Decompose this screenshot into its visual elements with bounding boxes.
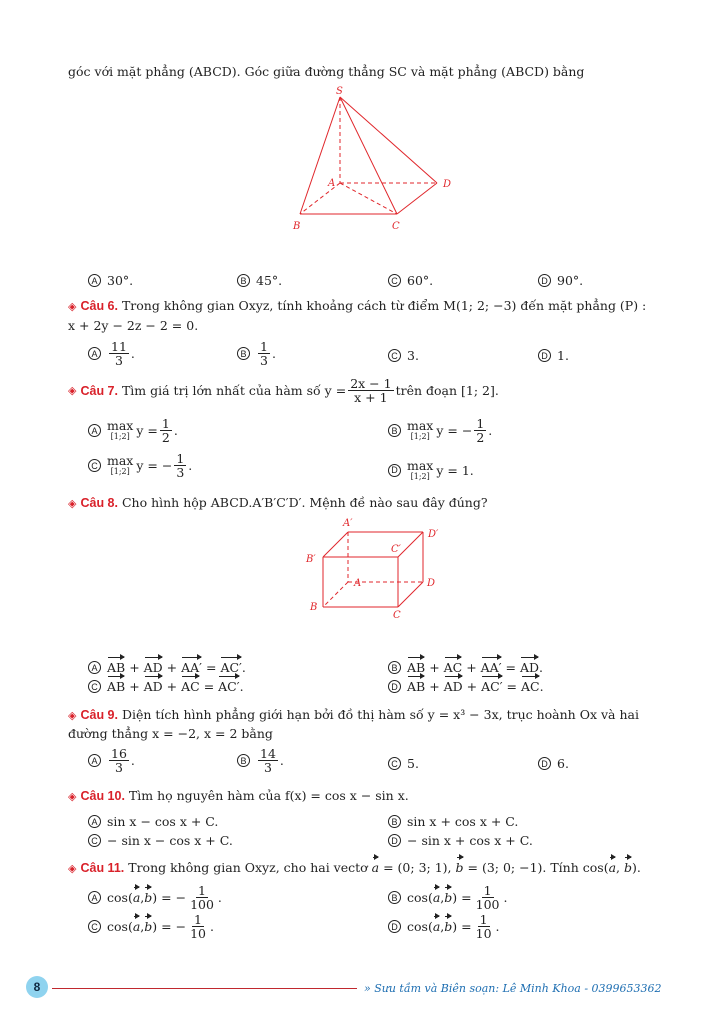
q11-option-d[interactable]: D cos( a , b ) = $\frac{1}{10}$ . — [388, 913, 500, 940]
q6-stem: ◈ Câu 6. Trong không gian Oxyz, tính khoảng cách từ điểm M(1; 2; −3) đến mặt phẳng (P) : — [68, 298, 647, 313]
q10-option-a[interactable]: A sin x − cos x + C. — [88, 814, 218, 829]
diamond-icon: ◈ — [68, 709, 77, 722]
q6-option-c[interactable]: C 3. — [388, 348, 419, 363]
label-S: S — [336, 86, 343, 97]
q7-stem: ◈ Câu 7. Tìm giá trị lớn nhất của hàm số y = $\frac{2x - 1}{x + 1}$ trên đoạn [1; 2]. — [68, 376, 499, 406]
diamond-icon: ◈ — [68, 300, 77, 313]
q11-option-a[interactable]: A cos( a , b ) = − $\frac{1}{100}$ . — [88, 884, 222, 911]
label-C: C — [393, 610, 401, 621]
q8-option-d[interactable]: D AB + AD + AC′ = AC . — [388, 679, 544, 694]
q6-option-a[interactable]: A $\frac{11}{3}$ . — [88, 340, 135, 367]
q9-stem: ◈ Câu 9. Diện tích hình phẳng giới hạn bởi đồ thị hàm số y = x³ − 3x, trục hoành Ox và hai — [68, 707, 639, 722]
q5-option-b[interactable]: B 45°. — [237, 273, 282, 288]
label-A1: A′ — [343, 518, 353, 529]
q6-option-d[interactable]: D 1. — [538, 348, 569, 363]
box-figure — [300, 512, 450, 627]
diamond-icon: ◈ — [68, 790, 77, 803]
footer-credit: » Sưu tầm và Biên soạn: Lê Minh Khoa - 0399653362 — [364, 982, 662, 995]
label-D1: D′ — [428, 529, 439, 540]
q5-option-c[interactable]: C 60°. — [388, 273, 433, 288]
pyramid-figure — [290, 82, 460, 237]
q11-option-b[interactable]: B cos( a , b ) = $\frac{1}{100}$ . — [388, 884, 507, 911]
label-B1: B′ — [306, 554, 316, 565]
label-D: D — [443, 179, 452, 190]
q9-option-c[interactable]: C 5. — [388, 756, 419, 771]
q7-option-c[interactable]: C max [1;2] y = − $\frac{1}{3}$ . — [88, 452, 192, 479]
q5-option-d[interactable]: D 90°. — [538, 273, 583, 288]
q9-stem-2: đường thẳng x = −2, x = 2 bằng — [68, 726, 273, 741]
q10-option-d[interactable]: D − sin x + cos x + C. — [388, 833, 533, 848]
page-number-badge: 8 — [26, 976, 48, 998]
q9-option-a[interactable]: A $\frac{16}{3}$ . — [88, 747, 135, 774]
q8-option-b[interactable]: B AB + AC + AA′ = AD . — [388, 660, 543, 675]
q9-option-b[interactable]: B $\frac{14}{3}$ . — [237, 747, 284, 774]
q7-option-a[interactable]: A max [1;2] y = $\frac{1}{2}$ . — [88, 417, 178, 444]
label-B: B — [310, 602, 318, 613]
q8-option-c[interactable]: C AB + AD + AC = AC′ . — [88, 679, 244, 694]
diamond-icon: ◈ — [68, 497, 77, 510]
label-C: C — [392, 221, 400, 232]
diamond-icon: ◈ — [68, 384, 77, 398]
label-B: B — [293, 221, 301, 232]
q10-option-b[interactable]: B sin x + cos x + C. — [388, 814, 518, 829]
q7-option-d[interactable]: D max [1;2] y = 1. — [388, 460, 474, 481]
q5-option-a[interactable]: A 30°. — [88, 273, 133, 288]
q11-option-c[interactable]: C cos( a , b ) = − $\frac{1}{10}$ . — [88, 913, 214, 940]
q7-option-b[interactable]: B max [1;2] y = − $\frac{1}{2}$ . — [388, 417, 492, 444]
q6-stem-2: x + 2y − 2z − 2 = 0. — [68, 318, 199, 333]
q10-stem: ◈ Câu 10. Tìm họ nguyên hàm của f(x) = cos x − sin x. — [68, 788, 409, 803]
label-D: D — [427, 578, 436, 589]
q8-stem: ◈ Câu 8. Cho hình hộp ABCD.A′B′C′D′. Mệnh đề nào sau đây đúng? — [68, 495, 488, 510]
q8-option-a[interactable]: A AB + AD + AA′ = AC′ . — [88, 660, 246, 675]
label-A: A — [328, 178, 336, 189]
q10-option-c[interactable]: C − sin x − cos x + C. — [88, 833, 233, 848]
label-A: A — [354, 578, 362, 589]
label-C1: C′ — [391, 544, 401, 555]
q6-option-b[interactable]: B $\frac{1}{3}$ . — [237, 340, 276, 367]
footer-divider — [52, 988, 357, 989]
q11-stem: ◈ Câu 11. Trong không gian Oxyz, cho hai vectơ a = (0; 3; 1), b = (3; 0; −1). Tính cos(a, b). — [68, 860, 641, 875]
q9-option-d[interactable]: D 6. — [538, 756, 569, 771]
intro-text: góc với mặt phẳng (ABCD). Góc giữa đường thẳng SC và mặt phẳng (ABCD) bằng — [68, 64, 585, 79]
diamond-icon: ◈ — [68, 862, 77, 875]
